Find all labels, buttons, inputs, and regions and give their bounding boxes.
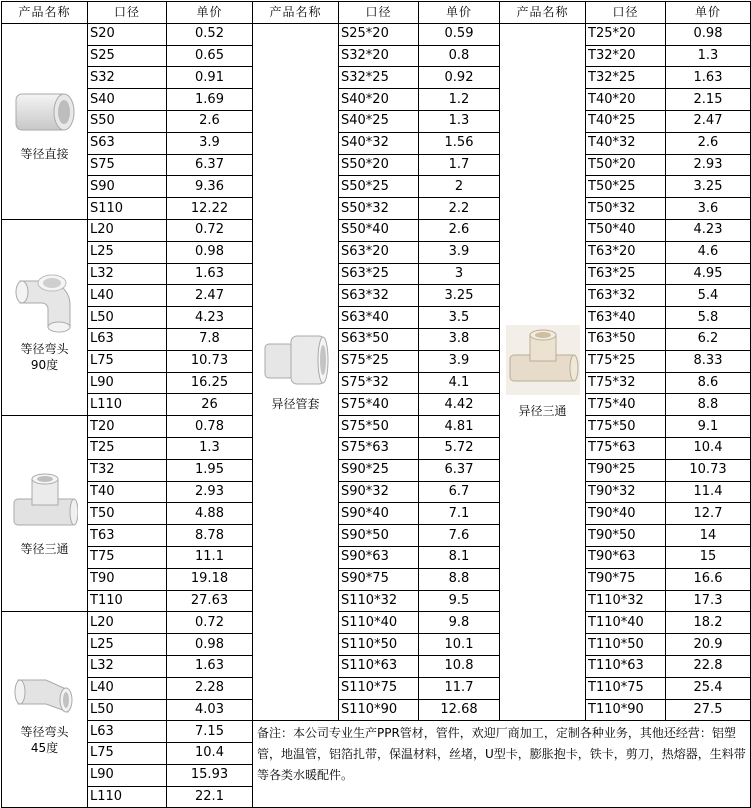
- table-row: [2, 568, 751, 590]
- size-code: T90*50: [586, 525, 666, 547]
- size-code: T63*50: [586, 328, 666, 350]
- size-code: T75*63: [586, 437, 666, 459]
- column-header: 单价: [167, 2, 253, 24]
- size-code: S110*90: [339, 699, 419, 721]
- table-row: [2, 132, 751, 154]
- size-code: T50*40: [586, 219, 666, 241]
- size-code: S40: [88, 89, 167, 111]
- size-code: S25: [88, 45, 167, 67]
- size-code: T50*25: [586, 176, 666, 198]
- unit-price: 4.6: [666, 241, 751, 263]
- table-row: [2, 437, 751, 459]
- table-row: [2, 154, 751, 176]
- size-code: S63*25: [339, 263, 419, 285]
- unit-price: 10.4: [666, 437, 751, 459]
- size-code: S110*75: [339, 677, 419, 699]
- unit-price: 7.8: [167, 328, 253, 350]
- table-row: [2, 546, 751, 568]
- unit-price: 25.4: [666, 677, 751, 699]
- table-row: [2, 394, 751, 416]
- header-row: [2, 2, 751, 24]
- size-code: S110*63: [339, 655, 419, 677]
- unit-price: 6.7: [419, 481, 500, 503]
- unit-price: 10.73: [167, 350, 253, 372]
- size-code: S63: [88, 132, 167, 154]
- size-code: T50*32: [586, 198, 666, 220]
- table-row: [2, 350, 751, 372]
- unit-price: 16.6: [666, 568, 751, 590]
- unit-price: 3.9: [419, 350, 500, 372]
- table-row: [2, 23, 751, 45]
- unit-price: 4.23: [167, 307, 253, 329]
- size-code: L50: [88, 699, 167, 721]
- unit-price: 9.8: [419, 612, 500, 634]
- unit-price: 17.3: [666, 590, 751, 612]
- column-header: 产品名称: [500, 2, 586, 24]
- size-code: S50*25: [339, 176, 419, 198]
- table-row: [2, 372, 751, 394]
- size-code: L32: [88, 655, 167, 677]
- unit-price: 0.91: [167, 67, 253, 89]
- size-code: S25*20: [339, 23, 419, 45]
- table-row: [2, 176, 751, 198]
- size-code: S32: [88, 67, 167, 89]
- unit-price: 0.52: [167, 23, 253, 45]
- unit-price: 18.2: [666, 612, 751, 634]
- size-code: L25: [88, 241, 167, 263]
- table-row: [2, 677, 751, 699]
- size-code: T40*32: [586, 132, 666, 154]
- unit-price: 26: [167, 394, 253, 416]
- unit-price: 12.22: [167, 198, 253, 220]
- size-code: S75*40: [339, 394, 419, 416]
- unit-price: 27.63: [167, 590, 253, 612]
- size-code: S50*40: [339, 219, 419, 241]
- size-code: S90: [88, 176, 167, 198]
- unit-price: 10.8: [419, 655, 500, 677]
- unit-price: 19.18: [167, 568, 253, 590]
- column-header: 单价: [419, 2, 500, 24]
- unit-price: 9.1: [666, 416, 751, 438]
- size-code: T90*40: [586, 503, 666, 525]
- size-code: S63*32: [339, 285, 419, 307]
- size-code: L90: [88, 764, 167, 786]
- size-code: L63: [88, 328, 167, 350]
- size-code: S20: [88, 23, 167, 45]
- unit-price: 20.9: [666, 634, 751, 656]
- size-code: T110*40: [586, 612, 666, 634]
- unit-price: 6.37: [167, 154, 253, 176]
- reducer-coupling-icon: [253, 332, 338, 392]
- size-code: T63: [88, 525, 167, 547]
- size-code: L110: [88, 394, 167, 416]
- table-row: [2, 525, 751, 547]
- size-code: T20: [88, 416, 167, 438]
- unit-price: 3.6: [666, 198, 751, 220]
- size-code: S110*32: [339, 590, 419, 612]
- table-row: [2, 285, 751, 307]
- size-code: T63*40: [586, 307, 666, 329]
- unit-price: 0.59: [419, 23, 500, 45]
- size-code: T25*20: [586, 23, 666, 45]
- table-row: [2, 45, 751, 67]
- unit-price: 22.1: [167, 786, 253, 808]
- size-code: T75: [88, 546, 167, 568]
- size-code: T63*32: [586, 285, 666, 307]
- product-name: 45度: [30, 740, 59, 755]
- unit-price: 4.95: [666, 263, 751, 285]
- size-code: T40*25: [586, 110, 666, 132]
- unit-price: 2.28: [167, 677, 253, 699]
- table-row: [2, 503, 751, 525]
- unit-price: 2.93: [167, 481, 253, 503]
- column-header: 口径: [88, 2, 167, 24]
- column-header: 口径: [339, 2, 419, 24]
- table-row: [2, 481, 751, 503]
- size-code: S90*32: [339, 481, 419, 503]
- unit-price: 1.3: [419, 110, 500, 132]
- unit-price: 11.7: [419, 677, 500, 699]
- product-name-cell: [500, 23, 586, 721]
- size-code: L40: [88, 285, 167, 307]
- unit-price: 1.3: [167, 437, 253, 459]
- unit-price: 8.8: [419, 568, 500, 590]
- unit-price: 15.93: [167, 764, 253, 786]
- size-code: L40: [88, 677, 167, 699]
- product-name-cell: [2, 219, 88, 415]
- size-code: S40*32: [339, 132, 419, 154]
- unit-price: 3: [419, 263, 500, 285]
- size-code: L50: [88, 307, 167, 329]
- unit-price: 1.63: [666, 67, 751, 89]
- remarks-note: 备注：本公司专业生产PPR管材，管件，欢迎厂商加工，定制各种业务，其他还经营：铝塑管，地温管，铝箔扎带，保温材料，丝堵，U型卡，膨胀抱卡，铁卡，剪刀，热熔器，生料带等各类水暖配件。: [253, 721, 751, 808]
- column-header: 产品名称: [2, 2, 88, 24]
- unit-price: 1.63: [167, 655, 253, 677]
- unit-price: 2.6: [666, 132, 751, 154]
- size-code: S50: [88, 110, 167, 132]
- product-name: 等径直接: [20, 147, 69, 162]
- unit-price: 4.03: [167, 699, 253, 721]
- size-code: S40*25: [339, 110, 419, 132]
- unit-price: 4.42: [419, 394, 500, 416]
- unit-price: 4.81: [419, 416, 500, 438]
- unit-price: 27.5: [666, 699, 751, 721]
- unit-price: 16.25: [167, 372, 253, 394]
- size-code: S75*50: [339, 416, 419, 438]
- size-code: T32: [88, 459, 167, 481]
- size-code: T75*25: [586, 350, 666, 372]
- table-row: [2, 459, 751, 481]
- unit-price: 3.9: [419, 241, 500, 263]
- size-code: S90*40: [339, 503, 419, 525]
- unit-price: 10.73: [666, 459, 751, 481]
- table-row: [2, 699, 751, 721]
- size-code: S75: [88, 154, 167, 176]
- size-code: L20: [88, 219, 167, 241]
- unit-price: 8.78: [167, 525, 253, 547]
- unit-price: 5.8: [666, 307, 751, 329]
- table-row: [2, 590, 751, 612]
- reducing-tee-icon: [500, 325, 585, 399]
- unit-price: 2.47: [666, 110, 751, 132]
- column-header: 产品名称: [253, 2, 339, 24]
- table-row: [2, 241, 751, 263]
- unit-price: 4.88: [167, 503, 253, 525]
- unit-price: 7.1: [419, 503, 500, 525]
- unit-price: 3.9: [167, 132, 253, 154]
- unit-price: 2.47: [167, 285, 253, 307]
- size-code: T63*20: [586, 241, 666, 263]
- size-code: T110*75: [586, 677, 666, 699]
- unit-price: 2.6: [419, 219, 500, 241]
- size-code: S40*20: [339, 89, 419, 111]
- product-name-cell: [2, 612, 88, 808]
- size-code: T75*50: [586, 416, 666, 438]
- size-code: S110: [88, 198, 167, 220]
- unit-price: 8.6: [666, 372, 751, 394]
- unit-price: 1.56: [419, 132, 500, 154]
- size-code: T90*75: [586, 568, 666, 590]
- size-code: S75*25: [339, 350, 419, 372]
- product-name: 异径三通: [518, 404, 567, 419]
- table-row: [2, 328, 751, 350]
- size-code: S90*50: [339, 525, 419, 547]
- size-code: L20: [88, 612, 167, 634]
- size-code: T90*25: [586, 459, 666, 481]
- price-table: [1, 1, 751, 808]
- size-code: S90*75: [339, 568, 419, 590]
- unit-price: 0.78: [167, 416, 253, 438]
- size-code: L32: [88, 263, 167, 285]
- size-code: T110*50: [586, 634, 666, 656]
- table-row: [2, 307, 751, 329]
- table-row: [2, 612, 751, 634]
- unit-price: 1.63: [167, 263, 253, 285]
- product-name: 90度: [30, 357, 59, 372]
- straight-coupling-icon: [2, 80, 87, 142]
- equal-tee-icon: [2, 471, 87, 537]
- unit-price: 0.92: [419, 67, 500, 89]
- size-code: S110*40: [339, 612, 419, 634]
- size-code: T75*40: [586, 394, 666, 416]
- unit-price: 3.25: [666, 176, 751, 198]
- size-code: T110*32: [586, 590, 666, 612]
- table-row: [2, 67, 751, 89]
- size-code: S110*50: [339, 634, 419, 656]
- product-name-cell: [2, 23, 88, 219]
- product-name: 等径弯头: [20, 724, 69, 739]
- size-code: S90*63: [339, 546, 419, 568]
- unit-price: 0.72: [167, 612, 253, 634]
- size-code: T32*25: [586, 67, 666, 89]
- size-code: L63: [88, 721, 167, 743]
- unit-price: 12.7: [666, 503, 751, 525]
- unit-price: 1.95: [167, 459, 253, 481]
- size-code: S75*32: [339, 372, 419, 394]
- unit-price: 8.33: [666, 350, 751, 372]
- size-code: S50*32: [339, 198, 419, 220]
- size-code: L110: [88, 786, 167, 808]
- size-code: S90*25: [339, 459, 419, 481]
- unit-price: 5.72: [419, 437, 500, 459]
- size-code: T110*90: [586, 699, 666, 721]
- size-code: T75*32: [586, 372, 666, 394]
- table-row: [2, 721, 751, 743]
- size-code: S32*20: [339, 45, 419, 67]
- size-code: L75: [88, 743, 167, 765]
- unit-price: 10.1: [419, 634, 500, 656]
- unit-price: 7.6: [419, 525, 500, 547]
- unit-price: 0.72: [167, 219, 253, 241]
- unit-price: 22.8: [666, 655, 751, 677]
- unit-price: 7.15: [167, 721, 253, 743]
- table-row: [2, 110, 751, 132]
- unit-price: 1.7: [419, 154, 500, 176]
- size-code: T90: [88, 568, 167, 590]
- size-code: S75*63: [339, 437, 419, 459]
- unit-price: 0.98: [167, 634, 253, 656]
- unit-price: 2: [419, 176, 500, 198]
- size-code: S63*50: [339, 328, 419, 350]
- unit-price: 3.5: [419, 307, 500, 329]
- size-code: T50: [88, 503, 167, 525]
- unit-price: 11.1: [167, 546, 253, 568]
- unit-price: 15: [666, 546, 751, 568]
- unit-price: 0.65: [167, 45, 253, 67]
- size-code: L90: [88, 372, 167, 394]
- size-code: L25: [88, 634, 167, 656]
- column-header: 口径: [586, 2, 666, 24]
- table-row: [2, 416, 751, 438]
- size-code: T110*63: [586, 655, 666, 677]
- unit-price: 12.68: [419, 699, 500, 721]
- unit-price: 2.6: [167, 110, 253, 132]
- unit-price: 0.98: [167, 241, 253, 263]
- unit-price: 3.25: [419, 285, 500, 307]
- unit-price: 14: [666, 525, 751, 547]
- size-code: T50*20: [586, 154, 666, 176]
- table-row: [2, 263, 751, 285]
- size-code: T63*25: [586, 263, 666, 285]
- table-row: [2, 89, 751, 111]
- table-row: [2, 634, 751, 656]
- unit-price: 0.8: [419, 45, 500, 67]
- unit-price: 9.36: [167, 176, 253, 198]
- table-row: [2, 219, 751, 241]
- table-row: [2, 198, 751, 220]
- product-name: 等径三通: [20, 541, 69, 556]
- size-code: T32*20: [586, 45, 666, 67]
- unit-price: 4.23: [666, 219, 751, 241]
- size-code: T25: [88, 437, 167, 459]
- unit-price: 11.4: [666, 481, 751, 503]
- unit-price: 2.93: [666, 154, 751, 176]
- product-name-cell: [253, 23, 339, 721]
- unit-price: 2.2: [419, 198, 500, 220]
- unit-price: 0.98: [666, 23, 751, 45]
- elbow-45-icon: [2, 664, 87, 720]
- unit-price: 1.69: [167, 89, 253, 111]
- unit-price: 8.8: [666, 394, 751, 416]
- unit-price: 2.15: [666, 89, 751, 111]
- unit-price: 4.1: [419, 372, 500, 394]
- product-name: 等径弯头: [20, 341, 69, 356]
- unit-price: 1.2: [419, 89, 500, 111]
- size-code: L75: [88, 350, 167, 372]
- elbow-90-icon: [2, 263, 87, 337]
- unit-price: 10.4: [167, 743, 253, 765]
- column-header: 单价: [666, 2, 751, 24]
- size-code: T40*20: [586, 89, 666, 111]
- size-code: T40: [88, 481, 167, 503]
- unit-price: 3.8: [419, 328, 500, 350]
- size-code: S63*20: [339, 241, 419, 263]
- unit-price: 9.5: [419, 590, 500, 612]
- size-code: T90*63: [586, 546, 666, 568]
- size-code: S32*25: [339, 67, 419, 89]
- unit-price: 1.3: [666, 45, 751, 67]
- size-code: S50*20: [339, 154, 419, 176]
- unit-price: 6.37: [419, 459, 500, 481]
- unit-price: 5.4: [666, 285, 751, 307]
- product-name-cell: [2, 416, 88, 612]
- size-code: S63*40: [339, 307, 419, 329]
- size-code: T90*32: [586, 481, 666, 503]
- unit-price: 8.1: [419, 546, 500, 568]
- size-code: T110: [88, 590, 167, 612]
- unit-price: 6.2: [666, 328, 751, 350]
- product-name: 异径管套: [271, 397, 320, 412]
- table-row: [2, 655, 751, 677]
